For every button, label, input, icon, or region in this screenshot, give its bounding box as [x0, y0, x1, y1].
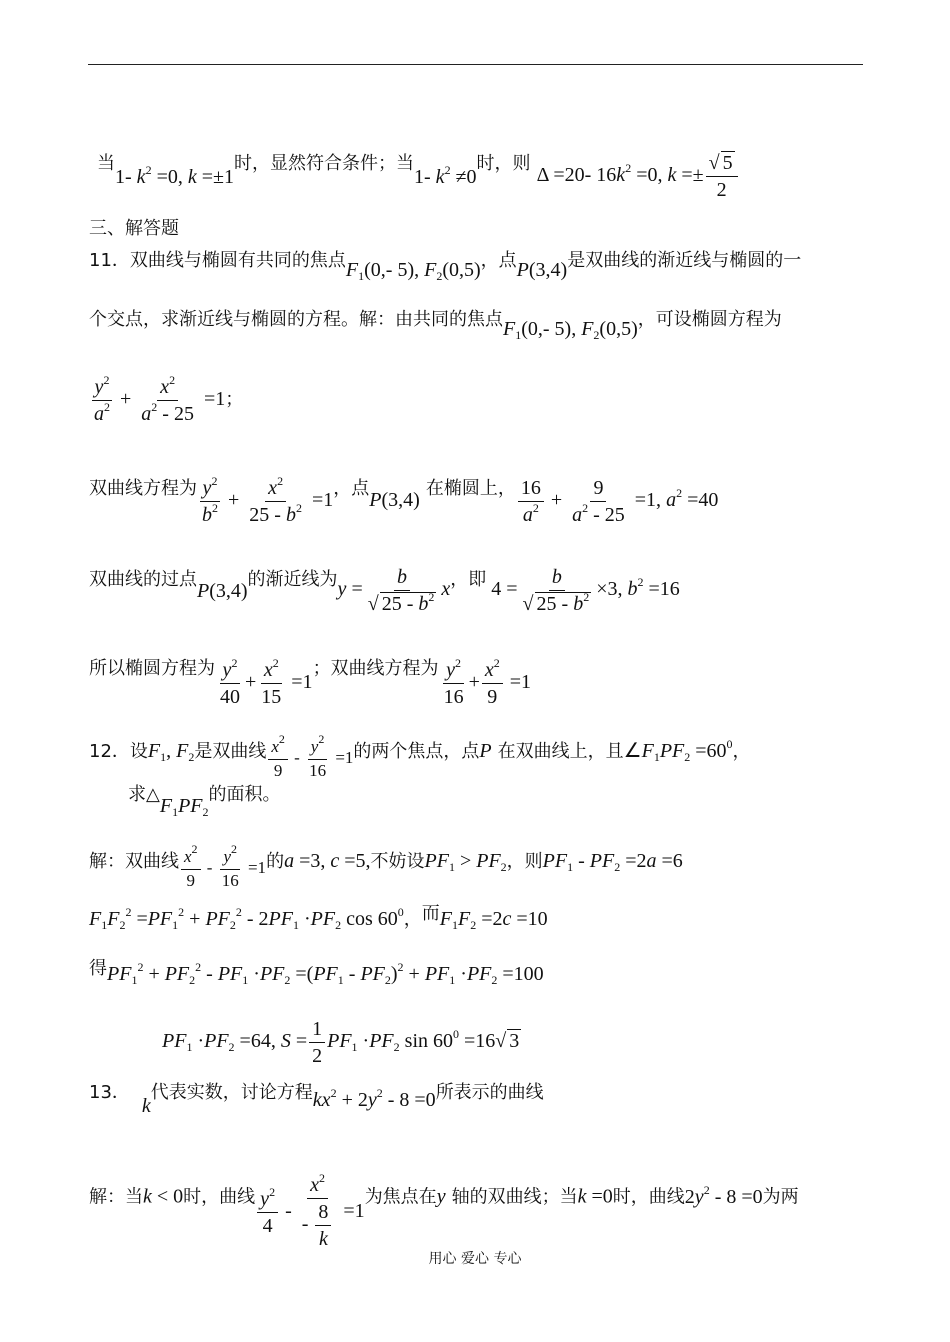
p11-foci-2: $F_1(0,-$ 5), $F_2(0,5)$	[503, 318, 638, 342]
p11-line6	[89, 645, 532, 708]
p13-k: k	[141, 1095, 151, 1117]
header-rule	[88, 64, 863, 65]
page-footer: 用心 爱心 专心	[428, 1251, 522, 1267]
p11-line2b: ，可设椭圆方程为	[637, 309, 782, 330]
p13-line1	[89, 1078, 544, 1117]
p13-t1: 代表实数，讨论方程	[150, 1082, 313, 1103]
p13-s3: 为焦点在	[364, 1186, 437, 1208]
p11-foci: $F_1(0,-$ 5), $F_2(0,5)$	[345, 259, 481, 283]
p12-t3: 在双曲线上，且	[497, 741, 624, 763]
p11-line1	[89, 246, 802, 283]
p11-line4c: 在椭圆上，	[425, 478, 516, 500]
p12-line1	[89, 732, 751, 780]
p11-line5	[89, 556, 680, 615]
p11-line6b: ；双曲线方程为	[312, 658, 439, 680]
p11-solve-b: 4 = $\frac{b}{√ 25 - b^2}$ ×3, $b^2 =16$	[486, 566, 680, 615]
p11-ellipse-final: $\frac{y^2}{40}$ + $\frac{x^2}{15}$ =1	[220, 656, 313, 708]
math-cond1: 1- $k^2 =0$, k =±1	[115, 163, 234, 189]
p12-s4: ，则	[506, 851, 543, 873]
p12-angle: $\angle F_1PF_2 =60^0$	[623, 737, 733, 765]
p11-point: P(3,4)	[516, 259, 568, 281]
p12-sol-line2	[89, 905, 548, 931]
p13-k0: k =0	[577, 1185, 613, 1208]
p13-sol-line1	[89, 1160, 799, 1250]
p11-line5c: ，即	[450, 569, 487, 591]
p13-y: y	[436, 1185, 446, 1208]
section-title: 三、解答题	[89, 218, 179, 239]
p11-hyper-final: $\frac{y^2}{16}$ + $\frac{x^2}{9}$ =1	[443, 656, 532, 708]
p12-s3: 不妨设	[370, 851, 425, 873]
p12-t2: 的两个焦点，点	[353, 741, 480, 763]
p12-label: 12．设	[89, 741, 148, 763]
p11-asymptote: y = $\frac{b}{√ 25 - b^2}$ x	[337, 566, 451, 615]
p13-cond1: k < 0	[143, 1185, 184, 1208]
p11-line2a: 个交点，求渐近线与椭圆的方程。解：由共同的焦点	[89, 309, 503, 330]
p12-P: P	[479, 740, 492, 763]
p11-hyper-eq: $\frac{y^2}{b^2}$ + $\frac{x^2}{25 - b^2}$ =1	[197, 489, 333, 511]
p12-line2	[128, 780, 281, 819]
p12-hyper-2: $\frac{x^2}{9}$ - $\frac{y^2}{16}$ =1	[179, 858, 266, 877]
p13-curve2: $2y^2 - 8 =0$	[684, 1182, 763, 1208]
p13-s1: 解：当	[89, 1186, 143, 1208]
p11-line4b: ，点	[333, 478, 370, 500]
p13-eq: $kx^2 + 2y^2 - 8 =0$	[312, 1086, 436, 1111]
p11-line6a: 所以椭圆方程为	[89, 658, 215, 680]
p12-sol-line1	[89, 842, 683, 890]
p11-line5b: 的渐近线为	[247, 569, 338, 591]
p13-curve: $\frac{y^2}{4}$ - $x^2$ - $\frac{8}{k}$ =1	[255, 1200, 365, 1222]
p13-s2: 时，曲线	[183, 1186, 256, 1208]
p11-line5a: 双曲线的过点	[89, 569, 197, 591]
p11-label: 11．双曲线与椭圆有共同的焦点	[89, 250, 346, 271]
p12-t1: 是双曲线	[194, 741, 267, 763]
p13-s6: 为两	[762, 1186, 799, 1208]
p12-s1: 解：双曲线	[89, 851, 179, 873]
p11-mid: ，点	[480, 250, 517, 271]
p13-s4: 轴的双曲线；当	[451, 1186, 578, 1208]
text-t2: 时，则	[476, 153, 531, 175]
p11-line4a: 双曲线方程为	[89, 478, 197, 500]
p11-point-2: P(3,4)	[369, 489, 420, 512]
p12-ineq: $PF_1 > PF_2$	[424, 850, 507, 875]
p12-result: $PF_1 \cdot PF_2 =64$, S = $\frac{1}{2}$ $PF_1 \cdot PF_2$ $\sin 60^0 =16√$ 3	[162, 1018, 520, 1067]
p12-q1: 求△	[128, 784, 160, 805]
p12-diff: $PF_1 - PF_2 =2a =6$	[542, 850, 683, 875]
p12-q2: 的面积。	[208, 784, 281, 805]
p12-s6: 而	[421, 903, 440, 924]
p12-s2: 的	[266, 851, 285, 873]
p12-f1f2: $F_1F_2 =2c =10$	[439, 908, 548, 932]
p11-point-3: P(3,4)	[197, 580, 248, 603]
p11-line4	[89, 465, 719, 526]
p12-hyper: $\frac{x^2}{9}$ - $\frac{y^2}{16}$ =1	[266, 748, 353, 767]
math-cond2: 1- $k^2 \ne 0$	[414, 163, 477, 189]
math-cond3: Δ =20- $16k^2 =0$, k =± $\frac{√ 5}{2}$	[537, 164, 740, 186]
p12-foci: $F_1$, $F_2$	[147, 740, 195, 765]
p13-t2: 所表示的曲线	[435, 1082, 544, 1103]
p11-ellipse-eq: $\frac{y^2}{a^2}$ + $\frac{x^2}{a^2 - 25}$ =1；	[89, 376, 243, 425]
p12-s5: ，	[403, 909, 422, 930]
p12-expand: $PF_1^2 + PF_2^2 - PF_1 \cdot PF_2 =(PF_1 - PF_2)^2 + PF_1 \cdot PF_2 =100$	[107, 960, 544, 987]
p12-s7: 得	[89, 958, 107, 979]
p12-sol-line3	[89, 960, 544, 986]
text-when: 当	[97, 153, 115, 175]
p13-s5: 时，曲线	[612, 1186, 685, 1208]
p11-sub-eq: $\frac{16}{a^2}$ + $\frac{9}{a^2 - 25}$ =1, $a^2 =40$	[516, 489, 719, 511]
p12-triangle: $F_1PF_2$	[159, 795, 209, 819]
p13-label: 13．	[89, 1082, 130, 1103]
text-t1: 时，显然符合条件；当	[234, 153, 414, 175]
line-k-condition	[97, 140, 740, 201]
p11-tail: 是双曲线的渐近线与椭圆的一	[567, 250, 802, 271]
p12-t4: ，	[732, 741, 751, 763]
p12-ac: a =3, c =5,	[284, 850, 371, 873]
p11-line3: ；	[225, 389, 244, 411]
p12-cosine-law: $F_1F_2^2 =PF_1^2 + PF_2^2 - 2PF_1 \cdot PF_2$ $\cos 60^0$	[89, 905, 404, 932]
p11-line2	[89, 305, 782, 342]
